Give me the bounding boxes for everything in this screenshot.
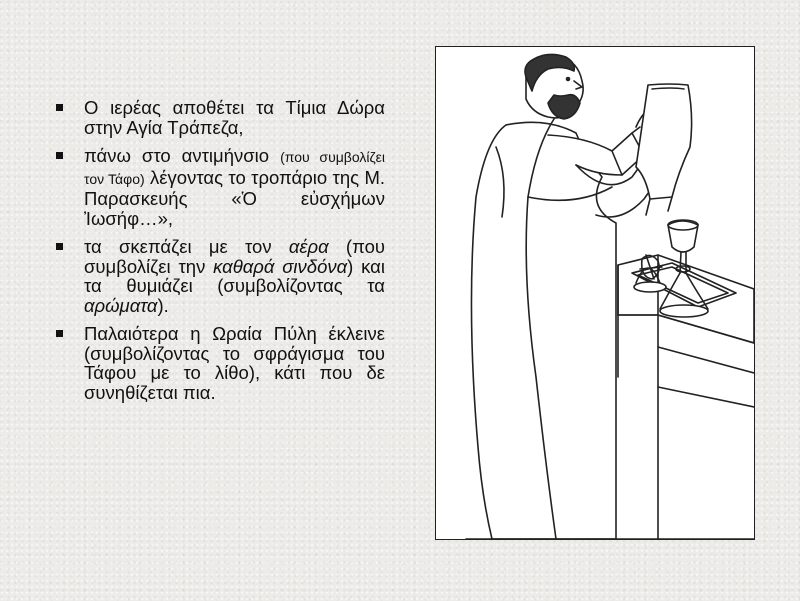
bullet-3-italic-aromata: αρώματα <box>84 294 158 316</box>
bullet-item-3 <box>55 237 385 315</box>
bullet-4-text: Παλαιότερα η Ωραία Πύλη έκλεινε (συμβολίζοντας το σφράγισμα του Τάφου με το λίθο), κάτι που δε συνηθίζεται πια. <box>84 323 385 403</box>
bullet-3-text-c: (που συμβολίζει την <box>84 236 386 277</box>
bullet-3-text-a: τα σκεπάζει με τον <box>84 236 289 257</box>
bullet-item-1 <box>55 98 385 137</box>
bullet-3-italic-sindona: καθαρά σινδόνα <box>213 255 348 277</box>
bullet-3-text-e: ) και τα θυμιάζει (συμβολίζοντας τα <box>84 255 385 296</box>
bullet-2-text-c: λέγοντας το τροπάριο της Μ. Παρασκευής «Ὁ εὐσχήμων Ἰωσήφ…», <box>84 166 385 229</box>
altar-table <box>618 255 754 539</box>
bullet-3-italic-aera: αέρα <box>288 236 329 257</box>
square-bullet-icon <box>56 152 63 159</box>
illustration-frame <box>435 46 755 540</box>
bullet-1-text: Ο ιερέας αποθέτει τα Τίμια Δώρα στην Αγία Τράπεζα, <box>84 97 385 138</box>
priest-at-altar-illustration <box>436 47 754 539</box>
square-bullet-icon <box>56 243 63 250</box>
bullet-list <box>55 98 385 411</box>
bullet-3-text-g: ). <box>157 294 169 316</box>
bullet-2-text-small: (που συμβολίζει τον Τάφο) <box>84 149 385 187</box>
bullet-2-text-a: πάνω στο αντιμήνσιο <box>84 145 281 166</box>
bullet-item-2 <box>55 146 385 228</box>
square-bullet-icon <box>56 330 63 337</box>
bullet-item-4 <box>55 324 385 402</box>
square-bullet-icon <box>56 104 63 111</box>
